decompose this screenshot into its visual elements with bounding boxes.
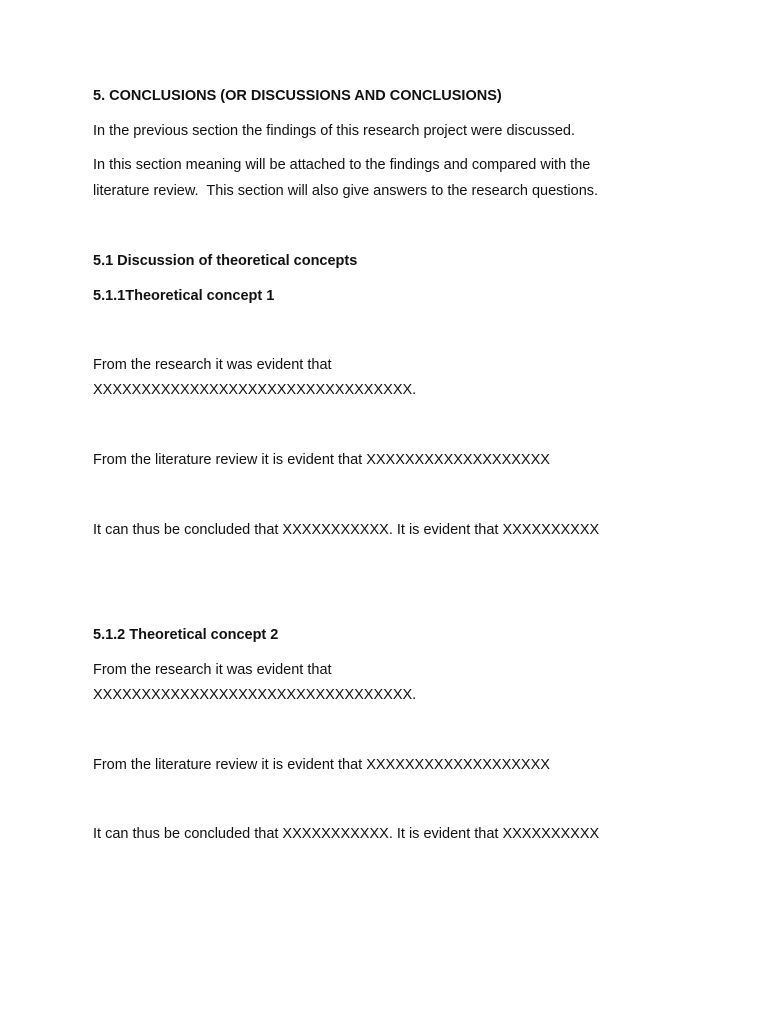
section-heading: 5. CONCLUSIONS (OR DISCUSSIONS AND CONCLUSIONS)	[93, 88, 502, 104]
concept-2-conclusion: It can thus be concluded that XXXXXXXXXXX. It is evident that XXXXXXXXXX	[93, 826, 600, 842]
concept-1-literature: From the literature review it is evident that XXXXXXXXXXXXXXXXXXX	[93, 452, 550, 468]
concept-1-research-line-2: XXXXXXXXXXXXXXXXXXXXXXXXXXXXXXXXX.	[93, 382, 417, 398]
concept-1-research-line-1: From the research it was evident that	[93, 357, 332, 373]
concept-1-conclusion: It can thus be concluded that XXXXXXXXXXX. It is evident that XXXXXXXXXX	[93, 522, 600, 538]
concept-1-heading: 5.1.1Theoretical concept 1	[93, 288, 275, 304]
concept-2-research-line-1: From the research it was evident that	[93, 662, 332, 678]
concept-2-literature: From the literature review it is evident that XXXXXXXXXXXXXXXXXXX	[93, 757, 550, 773]
intro-paragraph-1: In the previous section the findings of this research project were discussed.	[93, 123, 575, 139]
concept-2-heading: 5.1.2 Theoretical concept 2	[93, 627, 279, 643]
intro-paragraph-2-line-2: literature review. This section will also give answers to the research questions.	[93, 183, 599, 199]
concept-2-research-line-2: XXXXXXXXXXXXXXXXXXXXXXXXXXXXXXXXX.	[93, 687, 417, 703]
intro-paragraph-2-line-1: In this section meaning will be attached to the findings and compared with the	[93, 157, 591, 173]
subsection-heading-5-1: 5.1 Discussion of theoretical concepts	[93, 253, 358, 269]
